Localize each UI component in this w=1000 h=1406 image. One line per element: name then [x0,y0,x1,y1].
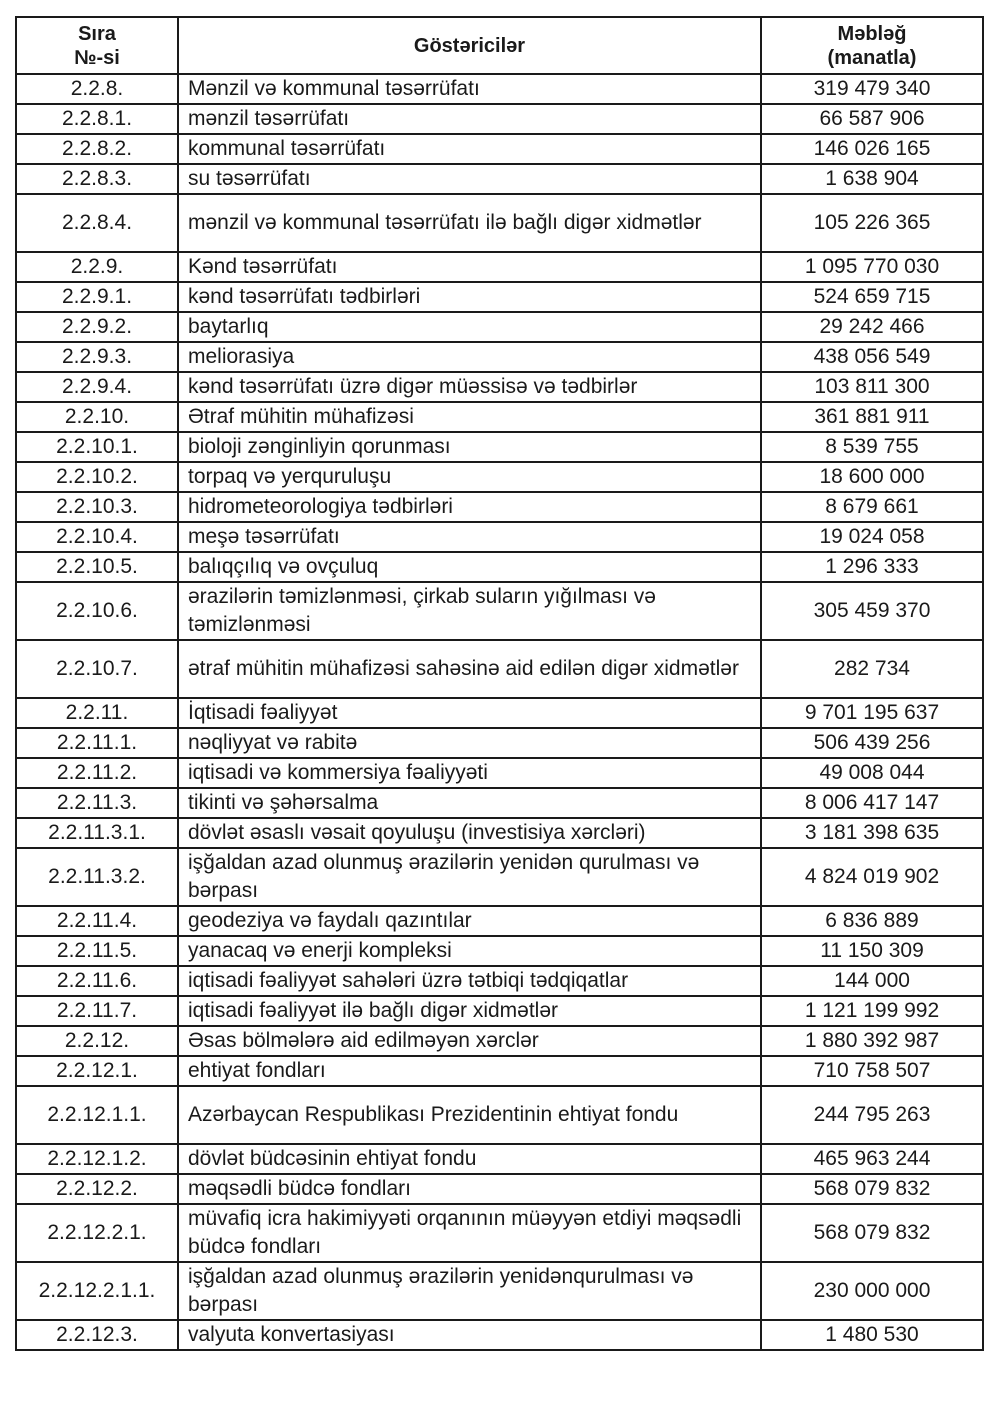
row-amount: 8 679 661 [761,492,983,522]
row-amount: 11 150 309 [761,936,983,966]
row-amount: 49 008 044 [761,758,983,788]
row-code: 2.2.9. [16,252,178,282]
row-label: nəqliyyat və rabitə [178,728,761,758]
table-row [16,372,983,402]
row-amount: 282 734 [761,640,983,698]
table-row [16,1262,983,1320]
row-amount: 66 587 906 [761,104,983,134]
row-amount: 506 439 256 [761,728,983,758]
row-code: 2.2.11.1. [16,728,178,758]
row-code: 2.2.9.4. [16,372,178,402]
table-body [16,74,983,1350]
row-label: işğaldan azad olunmuş ərazilərin yenidən qurulması və bərpası [178,848,761,906]
row-code: 2.2.11.3.1. [16,818,178,848]
row-label: iqtisadi fəaliyyət ilə bağlı digər xidmətlər [178,996,761,1026]
row-label: torpaq və yerquruluşu [178,462,761,492]
table-row [16,312,983,342]
table-row [16,522,983,552]
row-label: balıqçılıq və ovçuluq [178,552,761,582]
row-code: 2.2.10. [16,402,178,432]
row-code: 2.2.9.2. [16,312,178,342]
row-code: 2.2.11.6. [16,966,178,996]
row-code: 2.2.12.2.1.1. [16,1262,178,1320]
row-label: dövlət əsaslı vəsait qoyuluşu (investisiya xərcləri) [178,818,761,848]
table-row [16,848,983,906]
row-label: İqtisadi fəaliyyət [178,698,761,728]
table-row [16,788,983,818]
row-amount: 524 659 715 [761,282,983,312]
row-amount: 146 026 165 [761,134,983,164]
table-row [16,74,983,104]
budget-table [15,16,984,1351]
row-label: bioloji zənginliyin qorunması [178,432,761,462]
table-row [16,134,983,164]
table-row [16,1174,983,1204]
row-amount: 319 479 340 [761,74,983,104]
row-amount: 465 963 244 [761,1144,983,1174]
row-label: dövlət büdcəsinin ehtiyat fondu [178,1144,761,1174]
row-code: 2.2.11.3.2. [16,848,178,906]
row-code: 2.2.10.4. [16,522,178,552]
table-row [16,698,983,728]
table-row [16,164,983,194]
table-row [16,194,983,252]
row-code: 2.2.9.3. [16,342,178,372]
row-label: tikinti və şəhərsalma [178,788,761,818]
row-code: 2.2.11.5. [16,936,178,966]
table-row [16,640,983,698]
row-amount: 305 459 370 [761,582,983,640]
row-label: meşə təsərrüfatı [178,522,761,552]
row-code: 2.2.11.7. [16,996,178,1026]
table-row [16,1204,983,1262]
row-code: 2.2.10.6. [16,582,178,640]
row-code: 2.2.11.4. [16,906,178,936]
table-row [16,1144,983,1174]
row-amount: 361 881 911 [761,402,983,432]
row-code: 2.2.12.1. [16,1056,178,1086]
table-row [16,342,983,372]
table-row [16,1320,983,1350]
header-indicator: Göstəricilər [178,17,761,74]
table-row [16,432,983,462]
row-label: ehtiyat fondları [178,1056,761,1086]
row-label: su təsərrüfatı [178,164,761,194]
table-row [16,552,983,582]
table-row [16,104,983,134]
row-code: 2.2.11. [16,698,178,728]
row-code: 2.2.10.5. [16,552,178,582]
row-code: 2.2.11.2. [16,758,178,788]
table-row [16,1086,983,1144]
row-amount: 8 539 755 [761,432,983,462]
row-amount: 1 880 392 987 [761,1026,983,1056]
row-label: iqtisadi və kommersiya fəaliyyəti [178,758,761,788]
row-code: 2.2.8. [16,74,178,104]
table-row [16,252,983,282]
row-label: işğaldan azad olunmuş ərazilərin yenidənqurulması və bərpası [178,1262,761,1320]
row-amount: 1 121 199 992 [761,996,983,1026]
row-code: 2.2.12.1.2. [16,1144,178,1174]
row-amount: 568 079 832 [761,1204,983,1262]
row-amount: 3 181 398 635 [761,818,983,848]
row-code: 2.2.12.1.1. [16,1086,178,1144]
row-amount: 1 095 770 030 [761,252,983,282]
row-code: 2.2.11.3. [16,788,178,818]
table-row [16,492,983,522]
row-label: Kənd təsərrüfatı [178,252,761,282]
table-row [16,282,983,312]
row-code: 2.2.8.3. [16,164,178,194]
row-label: hidrometeorologiya tədbirləri [178,492,761,522]
row-amount: 8 006 417 147 [761,788,983,818]
row-label: kənd təsərrüfatı tədbirləri [178,282,761,312]
row-amount: 438 056 549 [761,342,983,372]
row-label: mənzil və kommunal təsərrüfatı ilə bağlı digər xidmətlər [178,194,761,252]
row-label: Azərbaycan Respublikası Prezidentinin ehtiyat fondu [178,1086,761,1144]
row-label: iqtisadi fəaliyyət sahələri üzrə tətbiqi tədqiqatlar [178,966,761,996]
row-label: kommunal təsərrüfatı [178,134,761,164]
row-amount: 105 226 365 [761,194,983,252]
row-label: valyuta konvertasiyası [178,1320,761,1350]
row-label: geodeziya və faydalı qazıntılar [178,906,761,936]
row-amount: 6 836 889 [761,906,983,936]
table-row [16,996,983,1026]
row-label: məqsədli büdcə fondları [178,1174,761,1204]
header-code: Sıra №-si [16,17,178,74]
row-amount: 144 000 [761,966,983,996]
table-row [16,966,983,996]
row-code: 2.2.10.2. [16,462,178,492]
row-amount: 1 296 333 [761,552,983,582]
row-code: 2.2.10.3. [16,492,178,522]
row-code: 2.2.12.2. [16,1174,178,1204]
table-row [16,758,983,788]
table-row [16,906,983,936]
row-code: 2.2.8.1. [16,104,178,134]
row-code: 2.2.12.3. [16,1320,178,1350]
row-label: Ətraf mühitin mühafizəsi [178,402,761,432]
row-label: baytarlıq [178,312,761,342]
row-label: kənd təsərrüfatı üzrə digər müəssisə və tədbirlər [178,372,761,402]
table-row [16,1056,983,1086]
row-label: meliorasiya [178,342,761,372]
row-amount: 103 811 300 [761,372,983,402]
row-label: Əsas bölmələrə aid edilməyən xərclər [178,1026,761,1056]
row-amount: 1 638 904 [761,164,983,194]
table-row [16,582,983,640]
row-amount: 244 795 263 [761,1086,983,1144]
row-label: yanacaq və enerji kompleksi [178,936,761,966]
row-amount: 4 824 019 902 [761,848,983,906]
table-header-row [16,17,983,74]
table-row [16,728,983,758]
row-code: 2.2.10.7. [16,640,178,698]
row-amount: 29 242 466 [761,312,983,342]
row-code: 2.2.12.2.1. [16,1204,178,1262]
row-amount: 710 758 507 [761,1056,983,1086]
row-amount: 230 000 000 [761,1262,983,1320]
row-label: müvafiq icra hakimiyyəti orqanının müəyyən etdiyi məqsədli büdcə fondları [178,1204,761,1262]
header-amount: Məbləğ (manatla) [761,17,983,74]
row-amount: 19 024 058 [761,522,983,552]
row-code: 2.2.9.1. [16,282,178,312]
row-amount: 1 480 530 [761,1320,983,1350]
row-label: Mənzil və kommunal təsərrüfatı [178,74,761,104]
row-code: 2.2.10.1. [16,432,178,462]
row-label: mənzil təsərrüfatı [178,104,761,134]
table-row [16,462,983,492]
row-amount: 18 600 000 [761,462,983,492]
table-row [16,936,983,966]
row-code: 2.2.12. [16,1026,178,1056]
table-row [16,818,983,848]
table-row [16,402,983,432]
row-label: ərazilərin təmizlənməsi, çirkab suların yığılması və təmizlənməsi [178,582,761,640]
row-amount: 568 079 832 [761,1174,983,1204]
row-code: 2.2.8.2. [16,134,178,164]
row-amount: 9 701 195 637 [761,698,983,728]
table-row [16,1026,983,1056]
row-label: ətraf mühitin mühafizəsi sahəsinə aid edilən digər xidmətlər [178,640,761,698]
row-code: 2.2.8.4. [16,194,178,252]
